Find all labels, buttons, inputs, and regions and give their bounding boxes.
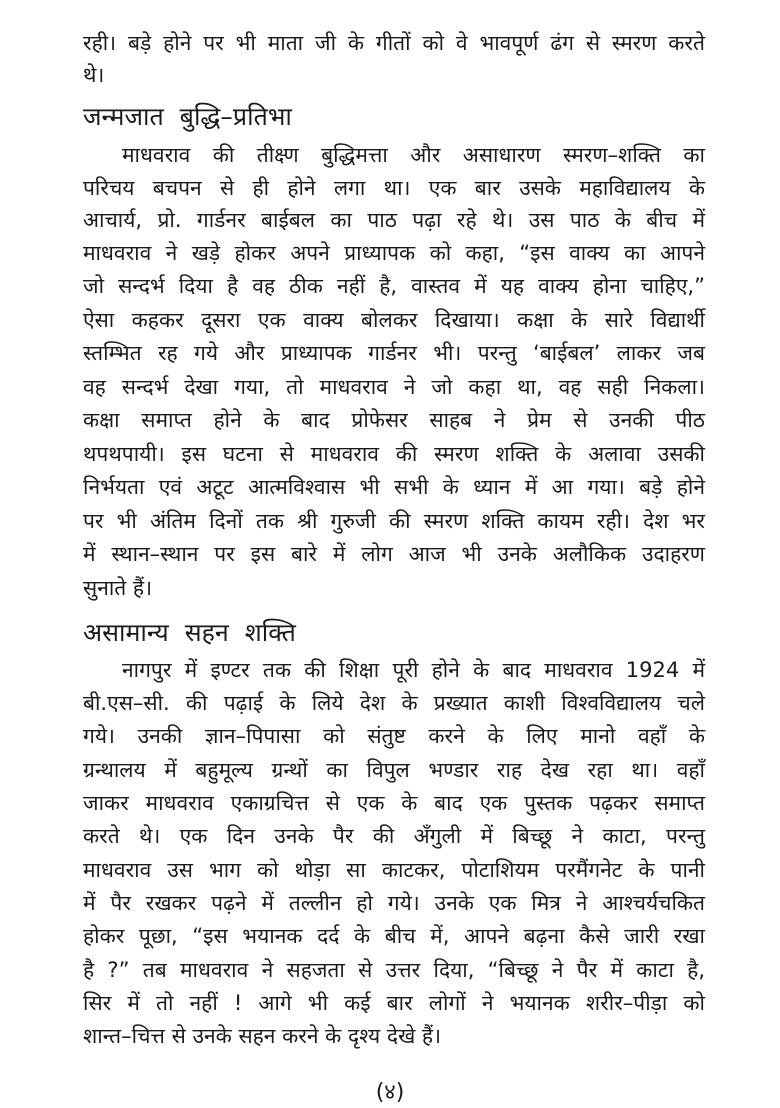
page-number: (४) xyxy=(375,1080,405,1105)
paragraph-line: बी.एस–सी. की पढ़ाई के लिये देश के प्रख्यात काशी विश्वविद्यालय चले xyxy=(83,691,705,715)
paragraph-line: करते थे। एक दिन उनके पैर की अँगुली में बिच्छू ने काटा, परन्तु xyxy=(83,824,705,848)
intro-line: थे। xyxy=(83,63,105,87)
paragraph-line: माधवराव उस भाग को थोड़ा सा काटकर, पोटाशियम परमैंगनेट के पानी xyxy=(83,858,705,882)
paragraph-line: सुनाते हैं। xyxy=(83,576,153,600)
paragraph-line: वह सन्दर्भ देखा गया, तो माधवराव ने जो कहा था, वह सही निकला। xyxy=(83,375,705,399)
section-heading: जन्मजात बुद्धि–प्रतिभा xyxy=(83,102,292,131)
paragraph-line: जो सन्दर्भ दिया है वह ठीक नहीं है, वास्तव में यह वाक्य होना चाहिए,” xyxy=(83,274,705,298)
paragraph-line: थपथपायी। इस घटना से माधवराव की स्मरण शक्ति के अलावा उसकी xyxy=(83,442,705,466)
paragraph-line: ग्रन्थालय में बहुमूल्य ग्रन्थों का विपुल भण्डार राह देख रहा था। वहाँ xyxy=(83,758,705,782)
paragraph-line: आचार्य, प्रो. गार्डनर बाईबल का पाठ पढ़ा रहे थे। उस पाठ के बीच में xyxy=(83,208,705,232)
paragraph-line: सिर में तो नहीं ! आगे भी कई बार लोगों ने भयानक शरीर–पीड़ा को xyxy=(83,991,705,1015)
paragraph-line: माधवराव ने खड़े होकर अपने प्राध्यापक को कहा, “इस वाक्य का आपने xyxy=(83,241,705,265)
paragraph-line: गये। उनकी ज्ञान–पिपासा को संतुष्ट करने के लिए मानो वहाँ के xyxy=(83,724,705,748)
paragraph-line: माधवराव की तीक्ष्ण बुद्धिमत्ता और असाधारण स्मरण–शक्ति का xyxy=(122,143,705,167)
paragraph-line: होकर पूछा, “इस भयानक दर्द के बीच में, आपने बढ़ना कैसे जारी रखा xyxy=(83,924,705,948)
paragraph-line: ऐसा कहकर दूसरा एक वाक्य बोलकर दिखाया। कक्षा के सारे विद्यार्थी xyxy=(83,308,705,332)
paragraph-line: में पैर रखकर पढ़ने में तल्लीन हो गये। उनके एक मित्र ने आश्चर्यचकित xyxy=(83,891,705,915)
intro-line: रही। बड़े होने पर भी माता जी के गीतों को वे भावपूर्ण ढंग से स्मरण करते xyxy=(83,31,705,55)
paragraph-line: पर भी अंतिम दिनों तक श्री गुरुजी की स्मरण शक्ति कायम रही। देश भर xyxy=(83,509,705,533)
paragraph-line: निर्भयता एवं अटूट आत्मविश्वास भी सभी के ध्यान में आ गया। बड़े होने xyxy=(83,475,705,499)
paragraph-line: शान्त–चित्त से उनके सहन करने के दृश्य देखे हैं। xyxy=(83,1024,442,1048)
paragraph-line: जाकर माधवराव एकाग्रचित्त से एक के बाद एक पुस्तक पढ़कर समाप्त xyxy=(83,791,705,815)
paragraph-line: कक्षा समाप्त होने के बाद प्रोफेसर साहब ने प्रेम से उनकी पीठ xyxy=(83,408,705,432)
paragraph-line: में स्थान–स्थान पर इस बारे में लोग आज भी उनके अलौकिक उदाहरण xyxy=(83,542,705,566)
paragraph-line: परिचय बचपन से ही होने लगा था। एक बार उसके महाविद्यालय के xyxy=(83,176,705,200)
paragraph-line: स्तम्भित रह गये और प्राध्यापक गार्डनर भी। परन्तु ‘बाईबल’ लाकर जब xyxy=(83,341,705,365)
section-heading: असामान्य सहन शक्ति xyxy=(83,618,296,647)
paragraph-line: है ?” तब माधवराव ने सहजता से उत्तर दिया, “बिच्छू ने पैर में काटा है, xyxy=(83,958,705,982)
paragraph-line: नागपुर में इण्टर तक की शिक्षा पूरी होने के बाद माधवराव 1924 में xyxy=(122,658,705,682)
